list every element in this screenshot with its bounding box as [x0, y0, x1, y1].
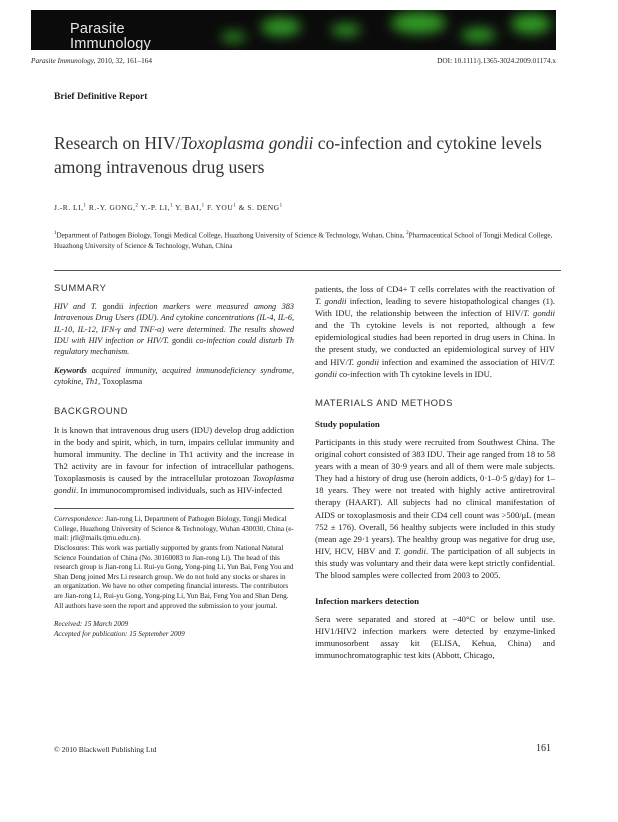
author: Y.-P. LI, — [140, 203, 170, 212]
received-date: Received: 15 March 2009 — [54, 620, 129, 629]
author: F. YOU — [206, 203, 234, 212]
infection-markers-heading: Infection markers detection — [315, 596, 420, 607]
background-text: It is known that intravenous drug users (IDU) develop drug addiction in the body and spirit, which, in turn, impairs cellular immunity and humoral immunity. The decline in Th1 activity and the increase in Th2 activity are in favour for infection of intracellular pathogens. Toxoplasmosis is caused by the intracellular protozoan Toxoplasma gondii. In immunocompromised individuals, such as HIV-infected — [54, 424, 294, 496]
study-population-text: Participants in this study were recruited from Southwest China. The original cohort consisted of 383 IDU. Their age ranged from 18 to 58 years with a mean of 30·9 years and all of them were male subjects. They had a history of drug use (heroin addicts, 0·1–0·5 g/day) for 1–18 years. They were not treated with highly active antiretroviral therapy (HAART). All subjects had no clinical manifestation of AIDS or toxoplasmosis and their CD4 cell count was >500/μL (mean 752 ± 176). Overall, 56 healthy subjects were included in this study (mean age 29·1 years). The healthy group was negative for drug use, HIV, HCV, HBV and T. gondii. The participation of all subjects in this study was voluntary and their data were kept strictly confidential. The blood samples were collected from 2003 to 2005. — [315, 436, 555, 580]
author: J.-R. LI, — [54, 203, 84, 212]
infection-markers-text: Sera were separated and stored at −40°C or below until use. HIV1/HIV2 infection markers were detected by enzyme-linked immunosorbent assay kit (ELISA, Kehua, China) and immunochromatographic test kits (Abbott, Chicago, — [315, 614, 555, 661]
author: Y. BAI, — [175, 203, 202, 212]
background-heading: BACKGROUND — [54, 405, 129, 417]
methods-heading: MATERIALS AND METHODS — [315, 397, 454, 409]
disclosures-note: Disclosures: This work was partially supported by grants from National Natural Science Foundation of China (No. 30160083 to Jian-rong Li). The head of this research group is Jian-rong Li. Rui-yu Gong, Yong-ping Li, Yun Bai, Feng You and Shan Deng joined Mrs Li research group. We do not hold any stocks or shares in an organization. We have no other competing financial interests. The contributors are Jian-rong Li, Rui-yu Gong, Yong-ping Li, Yun Bai, Feng You and Shan Deng. All authors have seen the report and approved the submission to your journal. — [54, 543, 294, 610]
section-type: Brief Definitive Report — [54, 92, 148, 102]
doi: DOI: 10.1111/j.1365-3024.2009.01174.x — [437, 56, 556, 65]
article-title: Research on HIV/Toxoplasma gondii co-infection and cytokine levels among intravenous drug users — [54, 133, 542, 177]
affiliations: $^1$Department of Pathogen Biology, Tongji Medical College, Huazhong University of Science & Technology, Wuhan, China, $^2$Pharmaceutical School of Tongji Medical College, Huazhong University of Science & Technology, Wuhan, China — [54, 231, 553, 250]
correspondence-note: Correspondence: Jian-rong Li, Department of Pathogen Biology, Tongji Medical College, Huazhong University of Science & Technology, Wuhan 430030, China (e-mail: jrli@mails.tjmu.edu.cn). — [54, 515, 294, 543]
abstract-text: HIV and T. gondii infection markers were measured among 383 Intravenous Drug Users (IDU). And cytokine concentrations (IL-4, IL-6, IL-10, IL-12, IFN-γ and TNF-α) were determined. The results showed IDU with HIV infection or HIV/T. gondii co-infection could disturb Th regulatory mechanism. — [54, 302, 294, 356]
study-population-heading: Study population — [315, 418, 380, 429]
intro-continued: patients, the loss of CD4+ T cells correlates with the reactivation of T. gondii infection, leading to severe histopathological changes (1). With IDU, the relationship between the infection of HIV/T. gondii and the Th cytokine levels is not reported, although a few epidemiological studies had been reported in drug users in China. In the present study, we conducted an epidemiological survey of HIV and HIV/T. gondii infection and examined the association of HIV/T. gondii co-infection with Th cytokine levels in IDU. — [315, 284, 556, 379]
right-column — [315, 283, 555, 662]
left-column — [54, 283, 294, 639]
journal-logo-text: Parasite Immunology — [70, 21, 151, 50]
page-number: 161 — [536, 743, 551, 754]
copyright: © 2010 Blackwell Publishing Ltd — [54, 745, 157, 754]
journal-banner — [31, 10, 556, 50]
summary-heading: SUMMARY — [54, 283, 107, 294]
author: & S. DENG — [238, 203, 280, 212]
header-divider — [54, 270, 561, 271]
accepted-date: Accepted for publication: 15 September 2009 — [54, 629, 185, 638]
footnote-divider — [54, 508, 294, 509]
citation: Parasite Immunology, 2010, 32, 161–164 — [31, 56, 153, 65]
author-list: J.-R. LI,$^1$ R.-Y. GONG,$^2$ Y.-P. LI,$^1$ Y. BAI,$^1$ F. YOU$^1$ & S. DENG$^1$ — [54, 203, 283, 212]
keywords: Keywords acquired immunity, acquired immunodeficiency syndrome, cytokine, Th1, Toxoplasma — [54, 366, 294, 387]
author: R.-Y. GONG, — [88, 203, 136, 212]
